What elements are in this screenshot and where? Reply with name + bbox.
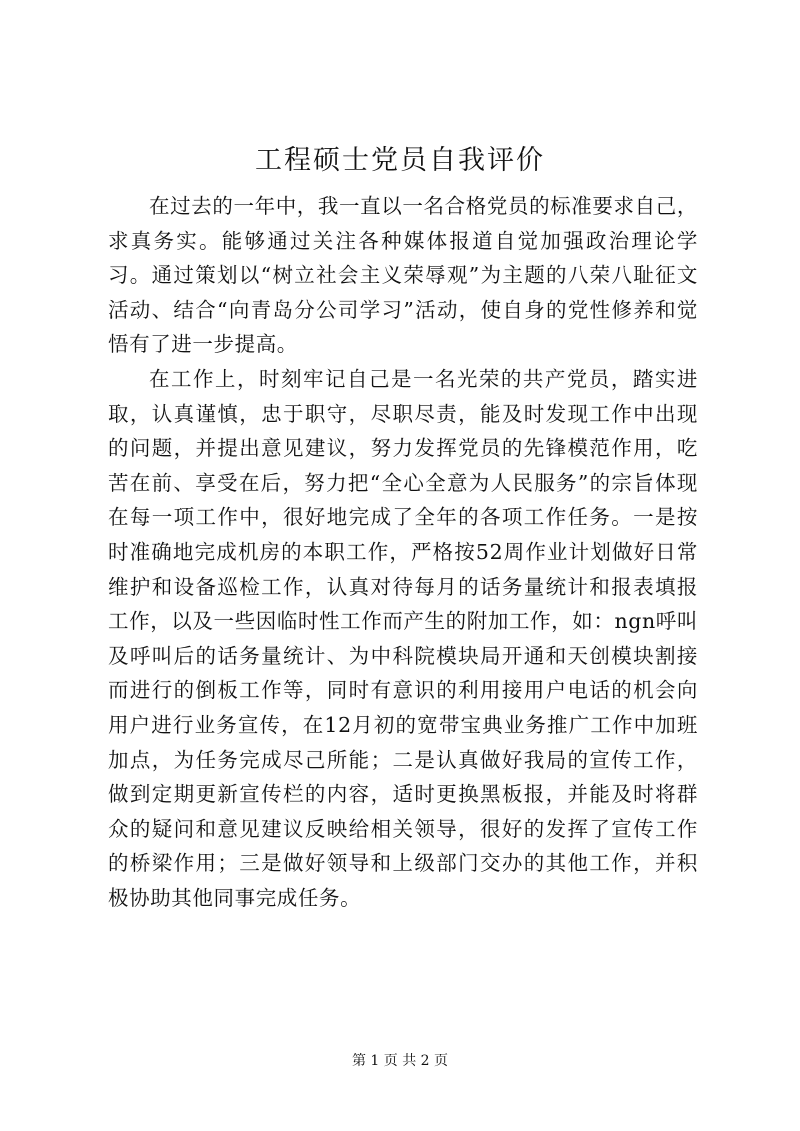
paragraph: 在工作上，时刻牢记自己是一名光荣的共产党员，踏实进取，认真谨慎，忠于职守，尽职尽责，能及时发现工作中出现的问题，并提出意见建议，努力发挥党员的先锋模范作用，吃苦在前、享受在后，努力把“全心全意为人民服务”的宗旨体现在每一项工作中，很好地完成了全年的各项工作任务。一是按时准确地完成机房的本职工作，严格按52周作业计划做好日常维护和设备巡检工作，认真对待每月的话务量统计和报表填报工作，以及一些因临时性工作而产生的附加工作，如：ngn呼叫及呼叫后的话务量统计、为中科院模块局开通和天创模块割接而进行的倒板工作等，同时有意识的利用接用户电话的机会向用户进行业务宣传，在12月初的宽带宝典业务推广工作中加班加点，为任务完成尽己所能；二是认真做好我局的宣传工作，做到定期更新宣传栏的内容，适时更换黑板报，并能及时将群众的疑问和意见建议反映给相关领导，很好的发挥了宣传工作的桥梁作用；三是做好领导和上级部门交办的其他工作，并积极协助其他同事完成任务。 <box>108 366 698 910</box>
document-body <box>108 189 698 915</box>
page-footer: 第 1 页 共 2 页 <box>351 1053 449 1069</box>
paragraph: 在过去的一年中，我一直以一名合格党员的标准要求自己，求真务实。能够通过关注各种媒体报道自觉加强政治理论学习。通过策划以“树立社会主义荣辱观”为主题的八荣八耻征文活动、结合“向青岛分公司学习”活动，使自身的党性修养和觉悟有了进一步提高。 <box>108 194 698 357</box>
document-title: 工程硕士党员自我评价 <box>255 145 545 176</box>
